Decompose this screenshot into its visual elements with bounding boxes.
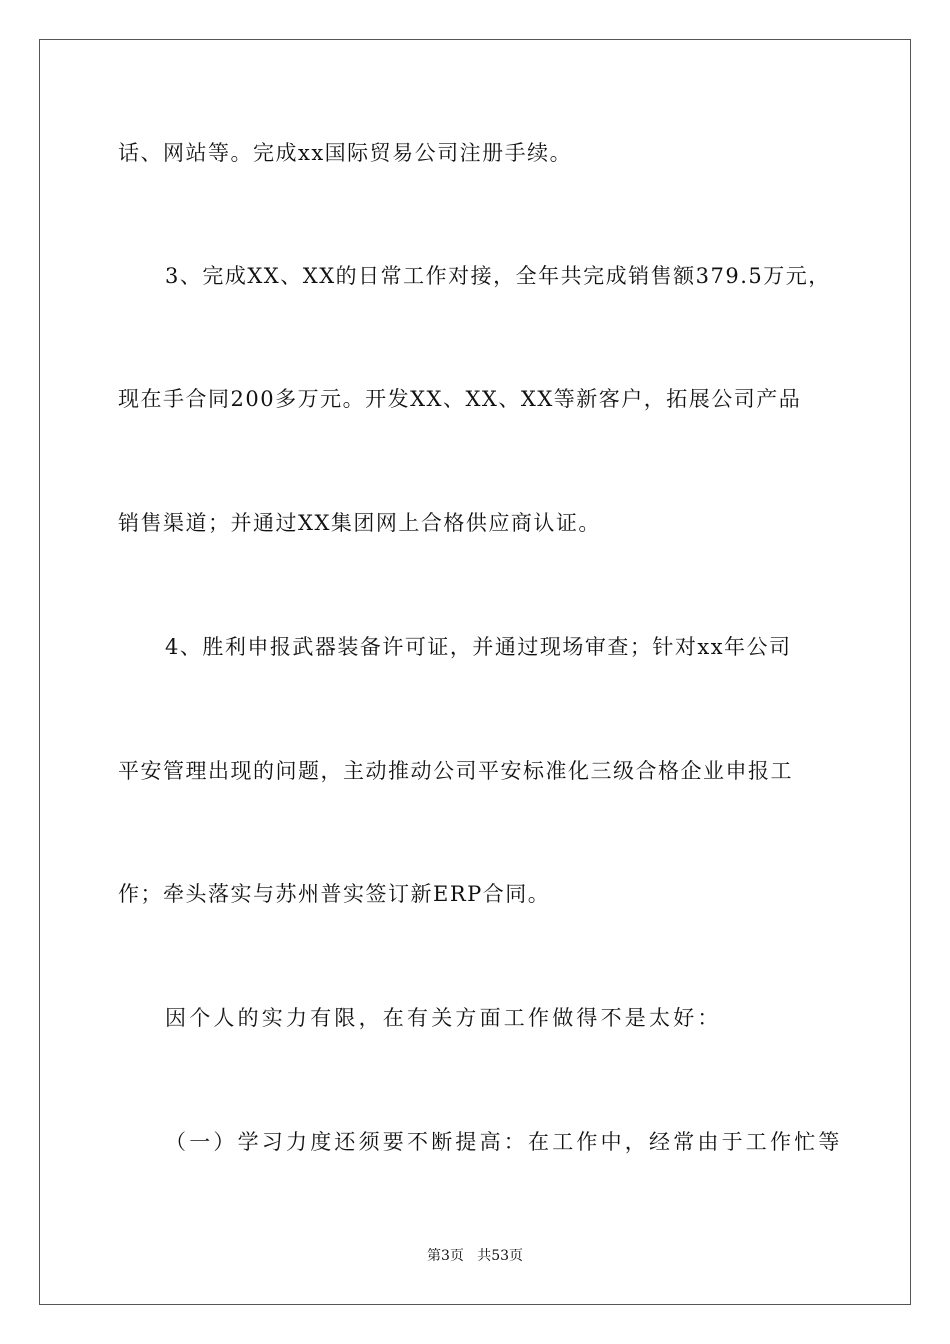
page-border <box>39 39 911 1305</box>
text-line-8: 因个人的实力有限，在有关方面工作做得不是太好： <box>165 1006 722 1030</box>
text-line-2: 3、完成XX、XX的日常工作对接，全年共完成销售额379.5万元， <box>165 264 831 288</box>
text-line-6: 平安管理出现的问题，主动推动公司平安标准化三级合格企业申报工 <box>118 759 793 783</box>
text-line-7: 作；牵头落实与苏州普实签订新ERP合同。 <box>118 882 551 906</box>
text-line-4: 销售渠道；并通过XX集团网上合格供应商认证。 <box>118 511 601 535</box>
text-line-3: 现在手合同200多万元。开发XX、XX、XX等新客户，拓展公司产品 <box>118 387 802 411</box>
text-line-1: 话、网站等。完成xx国际贸易公司注册手续。 <box>118 141 573 165</box>
text-line-9: （一）学习力度还须要不断提高：在工作中，经常由于工作忙等 <box>165 1130 843 1154</box>
text-line-5: 4、胜利申报武器装备许可证，并通过现场审查；针对xx年公司 <box>165 635 792 659</box>
page-number-footer: 第3页 共53页 <box>426 1248 524 1264</box>
